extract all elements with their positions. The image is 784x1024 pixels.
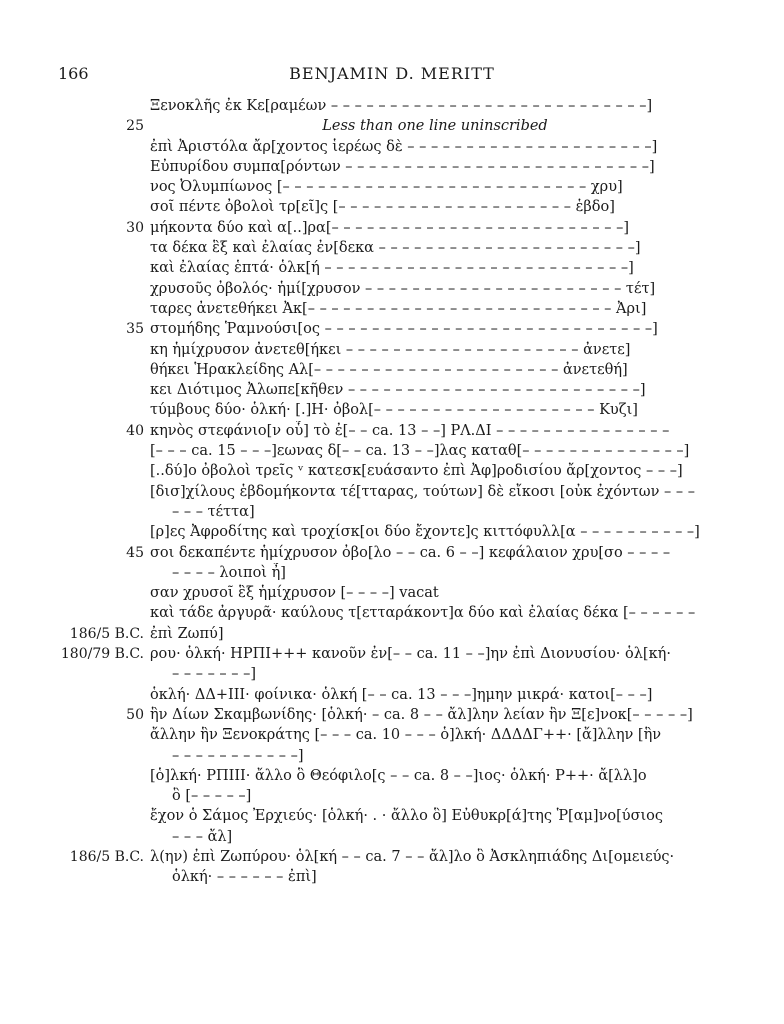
line-text: στομήδης Ῥαμνούσι[ος – – – – – – – – – – – – – – – – – – – – – – – – – – – –]	[150, 321, 658, 338]
line-text: – – – – – – – – – – –]	[172, 747, 304, 764]
text-line	[0, 96, 784, 116]
line-text: ἐπὶ Ζωπύ]	[150, 625, 224, 642]
text-line	[0, 421, 784, 441]
text-line	[0, 238, 784, 258]
running-head: BENJAMIN D. MERITT	[289, 64, 495, 83]
line-text: θήκει Ἡρακλείδης Αλ[– – – – – – – – – – – – – – – – – – – – – ἀνετεθή]	[150, 361, 628, 378]
text-line	[0, 746, 784, 766]
line-text: λ(ην) ἐπὶ Ζωπύρου· ὁλ[κή – – ca. 7 – – ἄλ]λο ὃ Ἀσκληπιάδης Δι[ομειεύς·	[150, 848, 675, 865]
text-line	[0, 482, 784, 502]
text-line	[0, 157, 784, 177]
text-line	[0, 177, 784, 197]
text-line	[0, 725, 784, 745]
text-line	[0, 299, 784, 319]
page-number: 166	[58, 64, 89, 83]
text-line	[0, 543, 784, 563]
inscription-text	[0, 96, 784, 888]
line-text: – – – τέττα]	[172, 503, 255, 520]
text-line	[0, 806, 784, 826]
text-line	[0, 603, 784, 623]
text-line	[0, 847, 784, 867]
line-text: ἐπὶ Ἀριστόλα ἄρ[χοντος ἱερέως δὲ – – – – – – – – – – – – – – – – – – – – –]	[150, 138, 658, 155]
line-text: τύμβους δύο· ὁλκή· [.]Η· ὀβολ[– – – – – – – – – – – – – – – – – – – Κυζι]	[150, 402, 638, 419]
line-text: καὶ τάδε ἀργυρᾶ· καύλους τ[ετταράκοντ]α δύο καὶ ἐλαίας δέκα [– – – – – –	[150, 605, 696, 622]
line-text: – – – – λοιποὶ ἦ]	[172, 564, 286, 581]
line-marker: 180/79 B.C.	[60, 646, 144, 663]
line-text: κη ἡμίχρυσον ἀνετεθ[ήκει – – – – – – – – – – – – – – – – – – – – ἀνετε]	[150, 341, 631, 358]
text-line	[0, 624, 784, 644]
line-marker: 40	[126, 422, 144, 439]
text-line	[0, 258, 784, 278]
line-text: Ξενοκλῆς ἐκ Κε[ραμέων – – – – – – – – – – – – – – – – – – – – – – – – – – –]	[150, 98, 653, 114]
line-text: ἄλλην ἣν Ξενοκράτης [– – – ca. 10 – – – ὁ]λκή· ΔΔΔΔΓ++· [ἄ]λλην [ἣν	[150, 727, 662, 744]
line-text: σοι δεκαπέντε ἡμίχρυσον ὀβο[λο – – ca. 6 – –] κεφάλαιον χρυ[σο – – – –	[150, 544, 671, 561]
line-text: ρου· ὁλκή· ΗΡΠΙ+++ κανοῦν ἐν[– – ca. 11 – –]ην ἐπὶ Διονυσίου· ὁλ[κή·	[150, 646, 671, 663]
text-line	[0, 766, 784, 786]
line-text: Εὐπυρίδου συμπα[ρόντων – – – – – – – – – – – – – – – – – – – – – – – – – –]	[150, 158, 655, 175]
text-line	[0, 705, 784, 725]
text-line	[0, 502, 784, 522]
line-text: [ρ]ες Ἀφροδίτης καὶ τροχίσκ[οι δύο ἔχοντε]ς κιττόφυλλ[α – – – – – – – – – –]	[150, 524, 700, 541]
line-text: ἣν Δίων Σκαμβωνίδης· [ὁλκή· – ca. 8 – – ἄλ]λην λείαν ἣν Ξ[ε]νοκ[– – – – –]	[150, 706, 693, 723]
line-text: καὶ ἐλαίας ἑπτά· ὁλκ[ή – – – – – – – – – – – – – – – – – – – – – – – – – –]	[150, 260, 634, 277]
line-marker: 186/5 B.C.	[69, 848, 144, 865]
text-line	[0, 583, 784, 603]
text-line	[0, 867, 784, 887]
text-line	[0, 137, 784, 157]
text-line	[0, 400, 784, 420]
line-text: ὃ [– – – – –]	[172, 788, 252, 805]
line-text: ὁκλή· ΔΔ+ΙΙΙ· φοίνικα· ὁλκή [– – ca. 13 – – –]ημην μικρά· κατοι[– – –]	[150, 686, 653, 703]
text-line	[0, 218, 784, 238]
text-line	[0, 786, 784, 806]
line-text: ἔχον ὁ Σάμος Ἐρχιεύς· [ὁλκή· . · ἄλλο ὃ] Εὐθυκρ[ά]της Ῥ[αμ]νο[ύσιος	[150, 808, 664, 825]
text-line	[0, 563, 784, 583]
text-line	[0, 644, 784, 664]
text-line	[0, 380, 784, 400]
text-line	[0, 116, 784, 136]
text-line	[0, 319, 784, 339]
line-marker: 45	[126, 544, 144, 561]
line-marker: 25	[126, 118, 144, 135]
line-text: – – – ἄλ]	[172, 828, 233, 845]
line-text: ὁλκή· – – – – – – ἐπὶ]	[172, 869, 317, 886]
text-line	[0, 279, 784, 299]
text-line	[0, 340, 784, 360]
line-text: [..δύ]ο ὀβολοὶ τρεῖς ᵛ κατεσκ[ευάσαντο ἐπὶ Ἀφ]ροδισίου ἄρ[χοντος – – –]	[150, 463, 683, 480]
line-marker: 186/5 B.C.	[69, 625, 144, 642]
text-line	[0, 461, 784, 481]
line-marker: 30	[126, 219, 144, 236]
line-text: χρυσοῦς ὀβολός· ἡμί[χρυσον – – – – – – – – – – – – – – – – – – – – – – τέτ]	[150, 280, 656, 297]
text-line	[0, 360, 784, 380]
line-text: [ὁ]λκή· ΡΠΙΙΙ· ἄλλο ὃ Θεόφιλο[ς – – ca. 8 – –]ιος· ὁλκή· Ρ++· ἄ[λλ]ο	[150, 767, 647, 784]
text-line	[0, 827, 784, 847]
line-text: μήκοντα δύο καὶ α[..]ρα[– – – – – – – – – – – – – – – – – – – – – – – – –]	[150, 219, 629, 236]
text-line	[0, 685, 784, 705]
line-text: νος Ὀλυμπίωνος [– – – – – – – – – – – – – – – – – – – – – – – – – – χρυ]	[150, 179, 623, 196]
line-text: ταρες ἀνετεθήκει Ἀκ[– – – – – – – – – – – – – – – – – – – – – – – – – – Ἀρι]	[150, 300, 647, 317]
line-text: σαν χρυσοῖ ἓξ ἡμίχρυσον [– – – –] vacat	[150, 585, 439, 602]
line-text: κει Διότιμος Ἀλωπε[κῆθεν – – – – – – – – – – – – – – – – – – – – – – – – –]	[150, 382, 646, 399]
line-text: – – – – – – –]	[172, 666, 257, 683]
text-line	[0, 441, 784, 461]
line-text: τα δέκα ἓξ καὶ ἐλαίας ἐν[δεκα – – – – – – – – – – – – – – – – – – – – – –]	[150, 240, 641, 257]
line-text: [δισ]χίλους ἑβδομήκοντα τέ[τταρας, τούτων] δὲ εἴκοσι [οὐκ ἐχόντων – – –	[150, 483, 696, 500]
line-marker: 50	[126, 706, 144, 723]
line-text: [– – – ca. 15 – – –]εωνας δ[– – ca. 13 – –]λας καταθ[– – – – – – – – – – – – – –]	[150, 443, 690, 460]
line-text: σοῖ πέντε ὀβολοὶ τρ[εῖ]ς [– – – – – – – – – – – – – – – – – – – – ἑβδο]	[150, 199, 615, 216]
line-marker: 35	[126, 321, 144, 338]
text-line	[0, 664, 784, 684]
text-line	[0, 197, 784, 217]
line-text: κηνὸς στεφάνιο[ν οὗ] τὸ ἐ[– – ca. 13 – –] ΡΛ.ΔΙ – – – – – – – – – – – – – – –	[150, 422, 670, 439]
line-text: Less than one line uninscribed	[322, 118, 548, 135]
text-line	[0, 522, 784, 542]
